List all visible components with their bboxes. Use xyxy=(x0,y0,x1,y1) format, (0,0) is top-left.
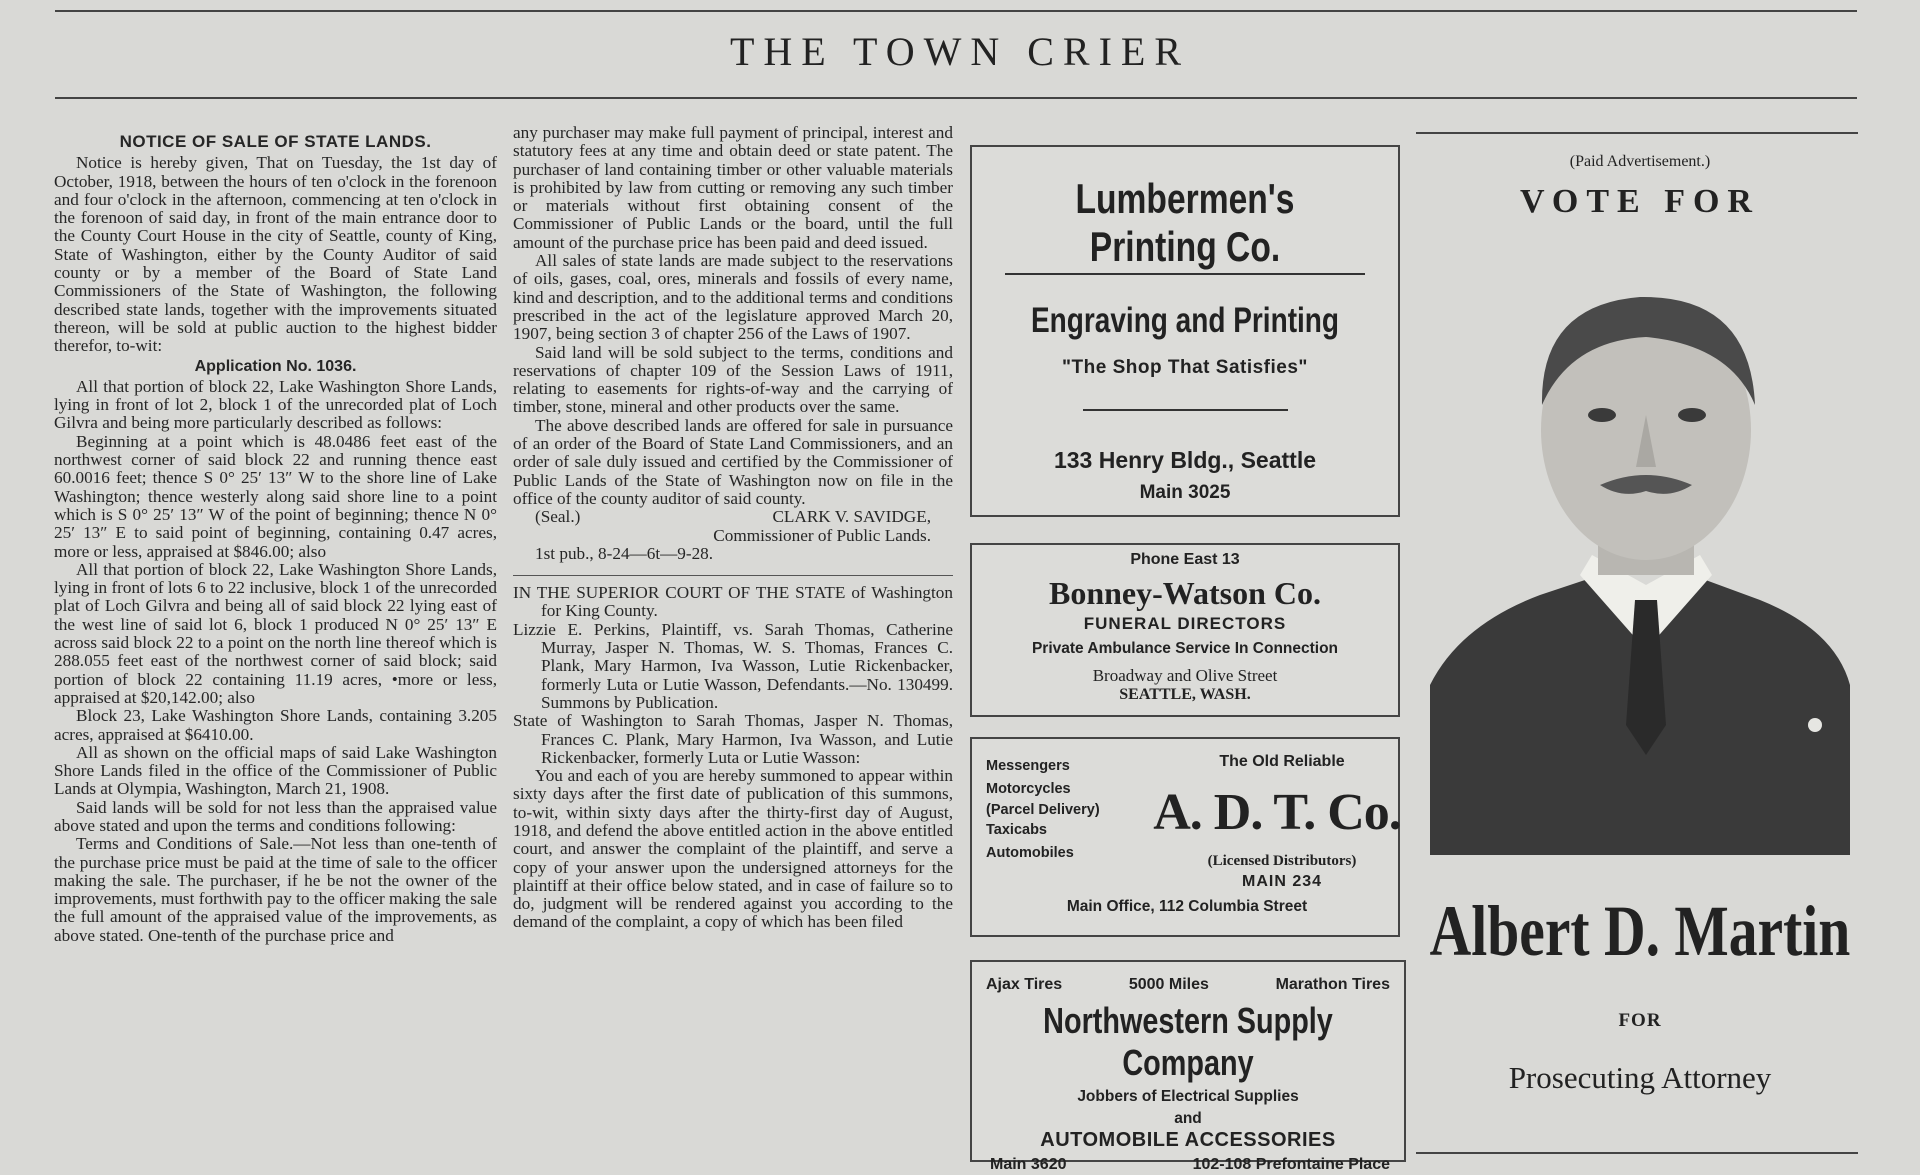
service-item: Automobiles xyxy=(986,845,1074,861)
ad-and: and xyxy=(1174,1110,1202,1127)
notice-paragraph: The above described lands are offered for sale in pursuance of an order of the Board of State Land Commissioners, and an order of sale duly issued and certified by the Commissioner of Public Lands of the State of Washington now on file in the office of the county auditor of said county. xyxy=(513,415,953,508)
notice-paragraph: All as shown on the official maps of said Lake Washington Shore Lands filed in the office of the Commissioner of Public Lands at Olympia, Washington, March 21, 1908. xyxy=(54,742,497,799)
ad-city: SEATTLE, WASH. xyxy=(1119,686,1251,703)
notice-paragraph: Beginning at a point which is 48.0486 feet east of the northwest corner of said block 22 and running thence east 60.0016 feet; thence S 0° 25′ 13″ W to the shore line of Lake Washington; thence westerly along said shore line to a point which is S 0° 25′ 13″ W of the point of beginning; thence N 0° 25′ 13″ E to said point of beginning, containing 0.47 acres, more or less, appraised at $846.00; also xyxy=(54,431,497,561)
name-underline xyxy=(1005,273,1365,275)
ad-phone: Phone East 13 xyxy=(1130,551,1240,568)
vote-headline: VOTE FOR xyxy=(1520,183,1760,220)
column-2 xyxy=(513,124,953,1175)
court-caption xyxy=(513,584,953,621)
ad-business-type: FUNERAL DIRECTORS xyxy=(1083,614,1287,633)
service-item: (Parcel Delivery) xyxy=(986,802,1100,818)
ad-company-name: Northwestern Supply Company xyxy=(1043,1000,1333,1083)
office-label: Prosecuting Attorney xyxy=(1508,1060,1772,1095)
ad-street: Broadway and Olive Street xyxy=(1092,666,1278,685)
ad-tagline: The Old Reliable xyxy=(1219,753,1345,770)
publication-dates: 1st pub., 8-24—6t—9-28. xyxy=(535,543,714,563)
ad-divider xyxy=(1083,409,1288,411)
ad-phone: Main 3025 xyxy=(1139,482,1231,503)
ad-address: 133 Henry Bldg., Seattle xyxy=(1053,447,1317,473)
service-item: Taxicabs xyxy=(986,822,1047,838)
ad-lumbermens-printing xyxy=(970,145,1400,517)
notice-intro: Notice is hereby given, That on Tuesday, the 1st day of October, 1918, between the hours of ten o'clock in the forenoon and four o'clock in the afternoon, commencing at ten o'clock in the forenoon of said day, in front of the main entrance door to the County Court House in the city of Seattle, county of King, State of Washington, either by the County Auditor of said county or by a member of the Board of State Land Commissioners of the State of Washington, the following described state lands, together with the improvements situated thereon, will be sold at public auction to the highest bidder therefor, to-wit: xyxy=(54,153,497,356)
signer-title: Commissioner of Public Lands. xyxy=(713,525,931,545)
notice-paragraph: All sales of state lands are made subject to the reservations of oils, gases, coal, ores, minerals and fossils of every name, kind and description, and to the additional terms and conditions prescribed in the act of the legislature approved March 20, 1907, being section 3 of chapter 256 of the Laws of 1907. xyxy=(513,251,953,344)
court-caption-text: IN THE SUPERIOR COURT OF THE STATE of Washington for King County. xyxy=(513,583,953,621)
ad-company-name: Bonney-Watson Co. xyxy=(1048,575,1322,611)
ad-tires-line xyxy=(972,962,1404,994)
column-divider xyxy=(513,575,953,576)
notice-heading: NOTICE OF SALE OF STATE LANDS. xyxy=(119,132,432,151)
ad-service: Private Ambulance Service In Connection xyxy=(1031,640,1339,657)
candidate-name: Albert D. Martin xyxy=(1429,891,1851,971)
vote-ad-bottom-rule xyxy=(1416,1152,1858,1154)
ad-licensed: (Licensed Distributors) xyxy=(1207,853,1357,869)
portrait-eye-left xyxy=(1588,408,1616,422)
ad-phone: MAIN 234 xyxy=(1241,873,1323,890)
ad-bottom-line xyxy=(972,1152,1404,1174)
column-1 xyxy=(54,127,497,945)
masthead-underline xyxy=(55,97,1857,99)
ad-tires-left: Ajax Tires xyxy=(986,976,1063,993)
ad-address: 102-108 Prefontaine Place xyxy=(1192,1156,1390,1173)
ad-services-list xyxy=(986,755,1100,865)
masthead-title: THE TOWN CRIER xyxy=(729,29,1191,74)
ad-slogan: "The Shop That Satisfies" xyxy=(1062,357,1308,378)
seal-label: (Seal.) xyxy=(535,507,581,527)
court-body: You and each of you are hereby summoned to appear within sixty days after the first date of publication of this summons, to-wit, within sixty days after the thirty-first day of August, 1918, and defend the above entitled action in the above entitled court, and answer the complaint of the plaintiff, and serve a copy of your answer upon the undersigned attorneys for the plaintiff at their office below stated, and in case of failure so to do, judgment will be rendered against you according to the demand of the complaint, a copy of which has been filed xyxy=(513,766,953,932)
court-parties xyxy=(513,621,953,712)
portrait-eye-right xyxy=(1678,408,1706,422)
signer-name: CLARK V. SAVIDGE, xyxy=(772,507,931,527)
ad-phone: Main 3620 xyxy=(990,1156,1067,1173)
portrait-lapel-pin xyxy=(1808,718,1822,732)
ad-company-name: A. D. T. Co. xyxy=(1153,784,1401,841)
candidate-portrait xyxy=(1430,255,1862,855)
court-parties-text: Lizzie E. Perkins, Plaintiff, vs. Sarah Thomas, Catherine Murray, Jasper N. Thomas, W. S. Thomas, Frances C. Plank, Mary Harmon, Iva Wasson, Lutie Rickenbacker, formerly Luta or Lutie Wasson, Defendants.—No. 130499. Summons by Publication. xyxy=(513,619,953,712)
vote-ad-top-rule xyxy=(1416,132,1858,134)
ad-office: Main Office, 112 Columbia Street xyxy=(1066,898,1308,915)
ad-company-name: Lumbermen's Printing Co. xyxy=(1075,175,1295,270)
paid-advertisement-label: (Paid Advertisement.) xyxy=(1569,153,1711,170)
ad-tires-mid: 5000 Miles xyxy=(1128,976,1209,993)
notice-paragraph: Said lands will be sold for not less than the appraised value above stated and upon the terms and conditions following: xyxy=(54,797,497,835)
notice-paragraph: All that portion of block 22, Lake Washington Shore Lands, lying in front of lots 6 to 22 inclusive, block 1 of the unrecorded plat of Loch Gilvra and being all of said block 22 lying east of the west line of said lot 6, block 1 produced N 0° 25′ 13″ E across said block 22 to a point on the north line thereof which is 288.055 feet east of the northwest corner of said block; said portion of block 22 containing 11.19 acres, •more or less, appraised at $20,142.00; also xyxy=(54,559,497,707)
notice-paragraph: Block 23, Lake Washington Shore Lands, containing 3.205 acres, appraised at $6410.00. xyxy=(54,706,497,744)
notice-paragraph: Terms and Conditions of Sale.—Not less than one-tenth of the purchase price must be paid at the time of sale to the officer making the sale. The purchaser, if he be not the owner of the improvements, must forthwith pay to the officer making the sale the full amount of the appraised value of the improvements, as above stated. One-tenth of the purchase price and xyxy=(54,834,497,945)
ad-tires-right: Marathon Tires xyxy=(1275,976,1390,993)
service-item: Messengers xyxy=(986,758,1070,774)
ad-northwestern-supply xyxy=(970,960,1406,1173)
court-state-text: State of Washington to Sarah Thomas, Jasper N. Thomas, Frances C. Plank, Mary Harmon, Iva Wasson, and Lutie Rickenbacker, formerly Luta or Lutie Wasson: xyxy=(513,711,953,767)
ad-bonney-watson xyxy=(970,543,1400,717)
vote-advertisement xyxy=(1415,135,1865,1175)
court-state xyxy=(513,712,953,767)
application-heading: Application No. 1036. xyxy=(194,357,357,375)
ad-service: Engraving and Printing xyxy=(1030,301,1340,340)
notice-paragraph: All that portion of block 22, Lake Washington Shore Lands, lying in front of lot 2, block 1 of the unrecorded plat of Loch Gilvra and being more particularly described as follows: xyxy=(54,376,497,433)
notice-continuation: any purchaser may make full payment of principal, interest and statutory fees at any time and obtain deed or state patent. The purchaser of land containing timber or other valuable materials is prohibited by law from cutting or removing any such timber or materials without first obtaining consent of the Commissioner of Public Lands or the board, until the full amount of the purchase price has been paid and deed issued. xyxy=(513,124,953,252)
signature-line xyxy=(513,508,953,526)
notice-paragraph: Said land will be sold subject to the terms, conditions and reservations of chapter 109 of the Session Laws of 1911, relating to easements for rights-of-way and the carrying of timber, stone, mineral and other products over the same. xyxy=(513,342,953,417)
ad-line1: Jobbers of Electrical Supplies xyxy=(1077,1088,1299,1105)
ad-line2: AUTOMOBILE ACCESSORIES xyxy=(1040,1129,1336,1151)
service-item: Motorcycles xyxy=(986,781,1071,797)
for-label: FOR xyxy=(1618,1010,1662,1031)
top-rule xyxy=(55,10,1857,12)
ad-adt-co xyxy=(970,737,1400,937)
